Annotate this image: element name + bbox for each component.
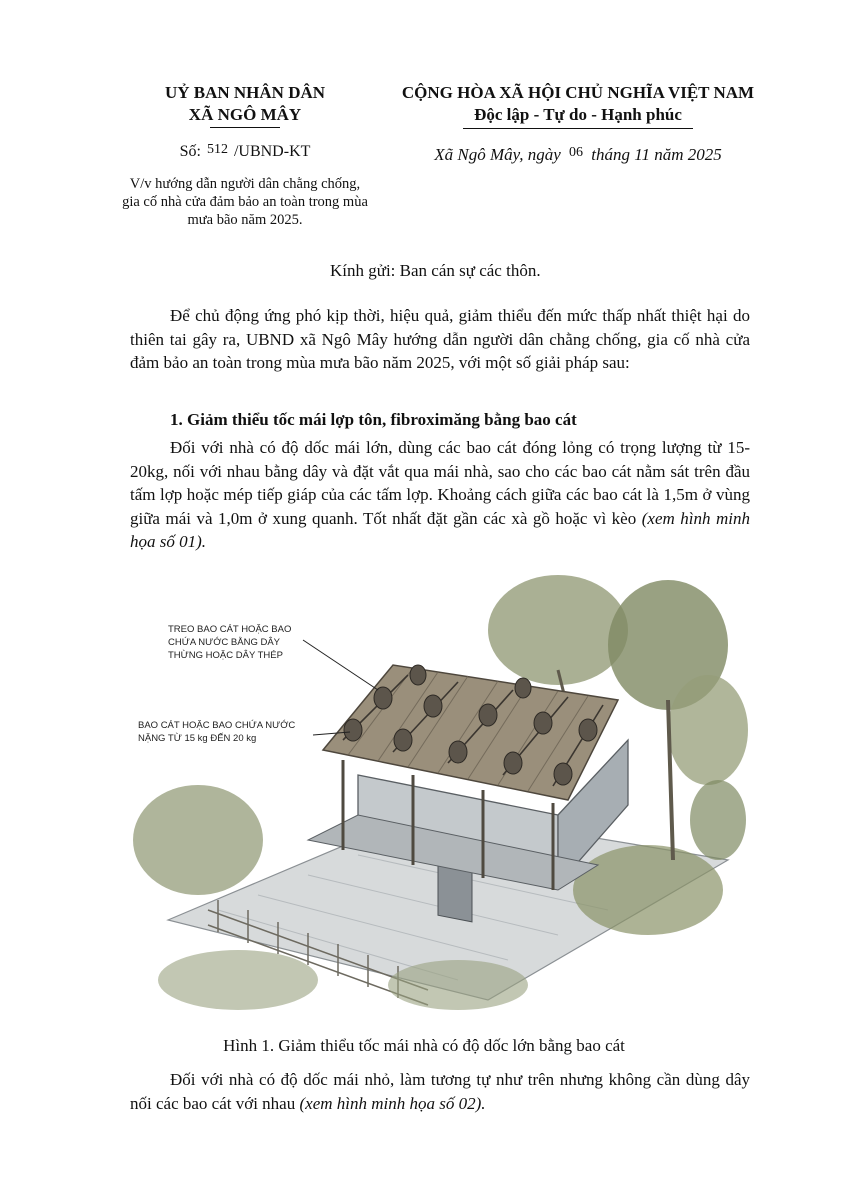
section1-heading: 1. Giảm thiểu tốc mái lợp tôn, fibroximăng bằng bao cát: [170, 410, 577, 429]
house-sandbag-illustration: [128, 560, 748, 1020]
section1-paragraph-2: [130, 1068, 750, 1115]
section1-text: Đối với nhà có độ dốc mái lớn, dùng các bao cát đóng lỏng có trọng lượng từ 15-20kg, nối với nhau bằng dây và đặt vắt qua mái nhà, sao cho các bao cát nằm sát trên đầu tấm lợp hoặc mép tiếp giáp của các tấm lợp. Khoảng cách giữa các bao cát là 1,5m ở vùng giữa mái và 1,0m ở xung quanh. Tốt nhất đặt gần các xà gồ hoặc vì kèo: [130, 438, 750, 528]
figure-caption: Hình 1. Giảm thiểu tốc mái nhà có độ dốc lớn bằng bao cát: [223, 1036, 625, 1055]
section1-text-2: Đối với nhà có độ dốc mái nhỏ, làm tương tự như trên nhưng không cần dùng dây nối các bao cát với nhau: [130, 1070, 750, 1113]
figure-label-1-line1: TREO BAO CÁT HOẶC BAO: [168, 624, 292, 635]
nation-block: [378, 82, 778, 168]
number-suffix: /UBND-KT: [233, 143, 311, 160]
motto-underline: [463, 128, 693, 129]
date-prefix: Xã Ngô Mây, ngày: [434, 145, 561, 164]
number-prefix: Số:: [179, 143, 201, 160]
document-date: [378, 144, 778, 168]
figure-label-1-line3: THỪNG HOẶC DÂY THÉP: [168, 650, 283, 661]
document-subject: V/v hướng dẫn người dân chằng chống, gia cố nhà cửa đảm bảo an toàn trong mùa mưa bão năm 2025.: [122, 176, 368, 228]
figure-label-2-line1: BAO CÁT HOẶC BAO CHỨA NƯỚC: [138, 720, 296, 731]
section1-figure-ref: (xem hình minh họa số 01).: [130, 508, 751, 551]
recipient-line: Kính gửi: Ban cán sự các thôn.: [330, 261, 541, 280]
commune-name: XÃ NGÔ MÂY: [188, 105, 302, 124]
document-number: [120, 142, 370, 163]
agency-block: [120, 82, 370, 229]
number-value: 512: [206, 142, 228, 157]
intro-paragraph: Để chủ động ứng phó kịp thời, hiệu quả, giảm thiểu đến mức thấp nhất thiệt hại do thiên tai gây ra, UBND xã Ngô Mây hướng dẫn người dân chằng chống, gia cố nhà cửa đảm bảo an toàn trong mùa mưa bão năm 2025, với một số giải pháp sau:: [130, 306, 750, 372]
agency-underline: [210, 127, 280, 128]
figure-label-1-line2: CHỨA NƯỚC BẰNG DÂY: [168, 637, 281, 648]
nation-motto: Độc lập - Tự do - Hạnh phúc: [474, 105, 682, 124]
section1-figure-ref-2: (xem hình minh họa số 02).: [299, 1093, 486, 1113]
date-day: 06: [569, 145, 584, 160]
section1-paragraph: [130, 436, 750, 554]
figure-label-2-line2: NẶNG TỪ 15 kg ĐẾN 20 kg: [138, 733, 257, 744]
date-suffix: tháng 11 năm 2025: [591, 145, 722, 164]
nation-name: CỘNG HÒA XÃ HỘI CHỦ NGHĨA VIỆT NAM: [401, 83, 755, 102]
agency-name: UỶ BAN NHÂN DÂN: [164, 83, 326, 102]
